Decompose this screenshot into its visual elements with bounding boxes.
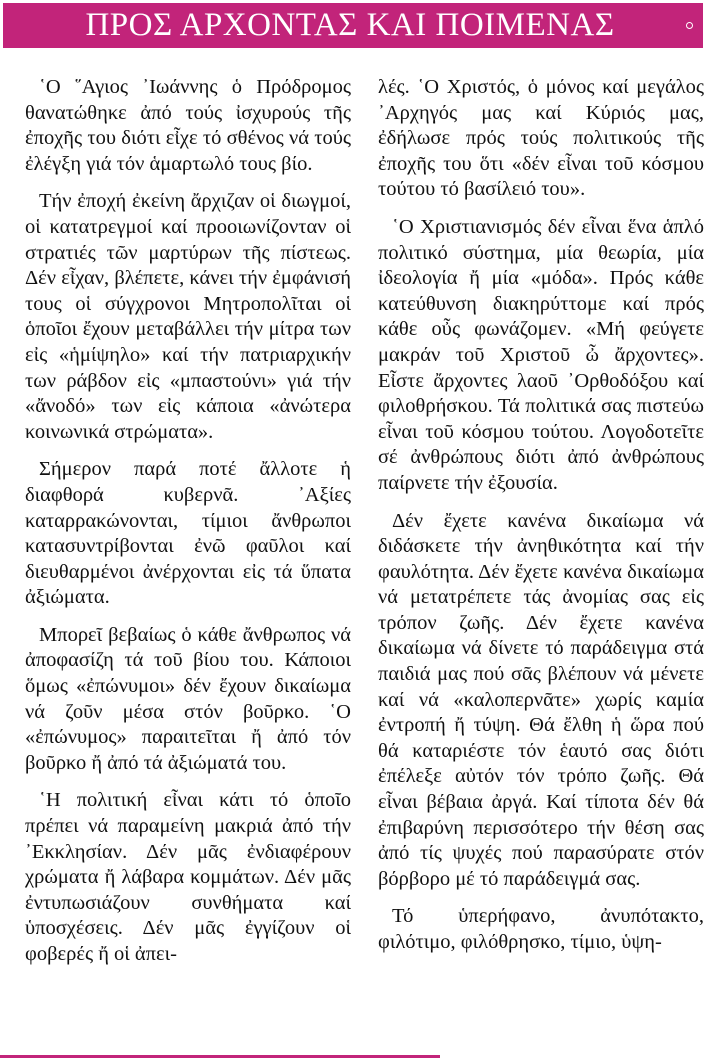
- article-body: [25, 75, 704, 1050]
- bottom-rule: [0, 1055, 440, 1058]
- paragraph: Τήν ἐποχή ἐκείνη ἄρχιζαν οἱ διωγμοί, οἱ κατατρεγμοί καί προοιωνίζονταν οἱ στρατιές τῶν μαρτύρων τῆς πίστεως. Δέν εἶχαν, βλέπετε, κάνει τήν ἐμφάνισή τους οἱ σύγχρονοι Μητροπολῖται οἱ ὁποῖοι ἔχουν μεταβάλλει τήν μίτρα των εἰς «ἡμίψηλο» καί τήν πατριαρχικήν των ράβδον εἰς «μπαστούνι» γιά τήν «ἄνοδό» των εἰς κάποια «ἀνώτερα κοινωνικά στρώματα».: [25, 190, 351, 443]
- paragraph: ῾Ο Χριστιανισμός δέν εἶναι ἕνα ἁπλό πολιτικό σύστημα, μία θεωρία, μία ἰδεολογία ἤ μία «μόδα». Πρός κάθε κατεύθυνση διακηρύττομε καί πρός κάθε οὖς φωνάζομεν. «Μή φεύγετε μακράν τοῦ Χριστοῦ ὦ ἄρχοντες». Εἶστε ἄρχοντες λαοῦ ᾿Ορθοδόξου καί φιλοθρήσκου. Τά πολιτικά σας πιστεύω εἶναι τοῦ κόσμου τούτου. Λογοδοτεῖτε σέ ἀνθρώπους διότι ἀπό ἀνθρώπους παίρνετε τήν ἐξουσία.: [378, 215, 704, 494]
- page-title: ΠΡΟΣ ΑΡΧΟΝΤΑΣ ΚΑΙ ΠΟΙΜΕΝΑΣ: [85, 7, 615, 43]
- paragraph: ῾Ο ῞Αγιος ᾿Ιωάννης ὁ Πρόδρομος θανατώθηκε ἀπό τούς ἰσχυρούς τῆς ἐποχῆς του διότι εἶχε τό σθένος νά τούς ἐλέγξη γιά τόν ἁμαρτωλό τους βίο.: [25, 76, 351, 175]
- left-column: [25, 75, 351, 1050]
- paragraph: Τό ὑπερήφανο, ἀνυπότακτο, φιλότιμο, φιλόθρησκο, τίμιο, ὑψη-: [378, 905, 704, 953]
- right-column: [378, 75, 704, 1050]
- banner-dot: [686, 22, 693, 29]
- title-banner: [3, 3, 703, 48]
- paragraph: ῾Η πολιτική εἶναι κάτι τό ὁποῖο πρέπει νά παραμείνη μακριά ἀπό τήν ᾿Εκκλησίαν. Δέν μᾶς ἐνδιαφέρουν χρώματα ἤ λάβαρα κομμάτων. Δέν μᾶς ἐντυπωσιάζουν συνθήματα καί ὑποσχέσεις. Δέν μᾶς ἐγγίζουν οἱ φοβερές ἤ οἱ ἀπει-: [25, 789, 351, 965]
- paragraph: λές. ῾Ο Χριστός, ὁ μόνος καί μεγάλος ᾿Αρχηγός μας καί Κύριός μας, ἐδήλωσε πρός τούς πολιτικούς τῆς ἐποχῆς του ὅτι «δέν εἶναι τοῦ κόσμου τούτου τό βασίλειό του».: [378, 76, 704, 201]
- paragraph: Σήμερον παρά ποτέ ἄλλοτε ἡ διαφθορά κυβερνᾶ. ᾿Αξίες καταρρακώνονται, τίμιοι ἄνθρωποι κατασυντρίβονται ἐνῶ φαῦλοι καί διευθαρμένοι ἀνέρχονται εἰς τά ὕπατα ἀξιώματα.: [25, 458, 351, 609]
- paragraph: Μπορεῖ βεβαίως ὁ κάθε ἄνθρωπος νά ἀποφασίζη τά τοῦ βίου του. Κάποιοι ὅμως «ἐπώνυμοι» δέν ἔχουν δικαίωμα νά ζοῦν μέσα στόν βοῦρκο. ῾Ο «ἐπώνυμος» παραιτεῖται ἤ ἀπό τόν βοῦρκο ἤ ἀπό τά ἀξιώματά του.: [25, 623, 351, 774]
- paragraph: Δέν ἔχετε κανένα δικαίωμα νά διδάσκετε τήν ἀνηθικότητα καί τήν φαυλότητα. Δέν ἔχετε κανένα δικαίωμα νά μετατρέπετε τάς ἀνομίας σας εἰς τρόπον ζωῆς. Δέν ἔχετε κανένα δικαίωμα νά δίνετε τό παράδειγμα στά παιδιά μας πού σᾶς βλέπουν νά μένετε καί νά «καλοπερνᾶτε» χωρίς καμία ἐντροπή ἤ τύψη. Θά ἔλθη ἡ ὥρα πού θά καταριέστε τόν ἑαυτό σας διότι ἐπέλεξε αὐτόν τόν τρόπο ζωῆς. Θά εἶναι βέβαια ἀργά. Καί τίποτα δέν θά ἐπιβαρύνη περισσότερο τήν θέση σας ἀπό τίς ψυχές πού παρασύρατε στόν βόρβορο μέ τό παράδειγμά σας.: [378, 509, 704, 890]
